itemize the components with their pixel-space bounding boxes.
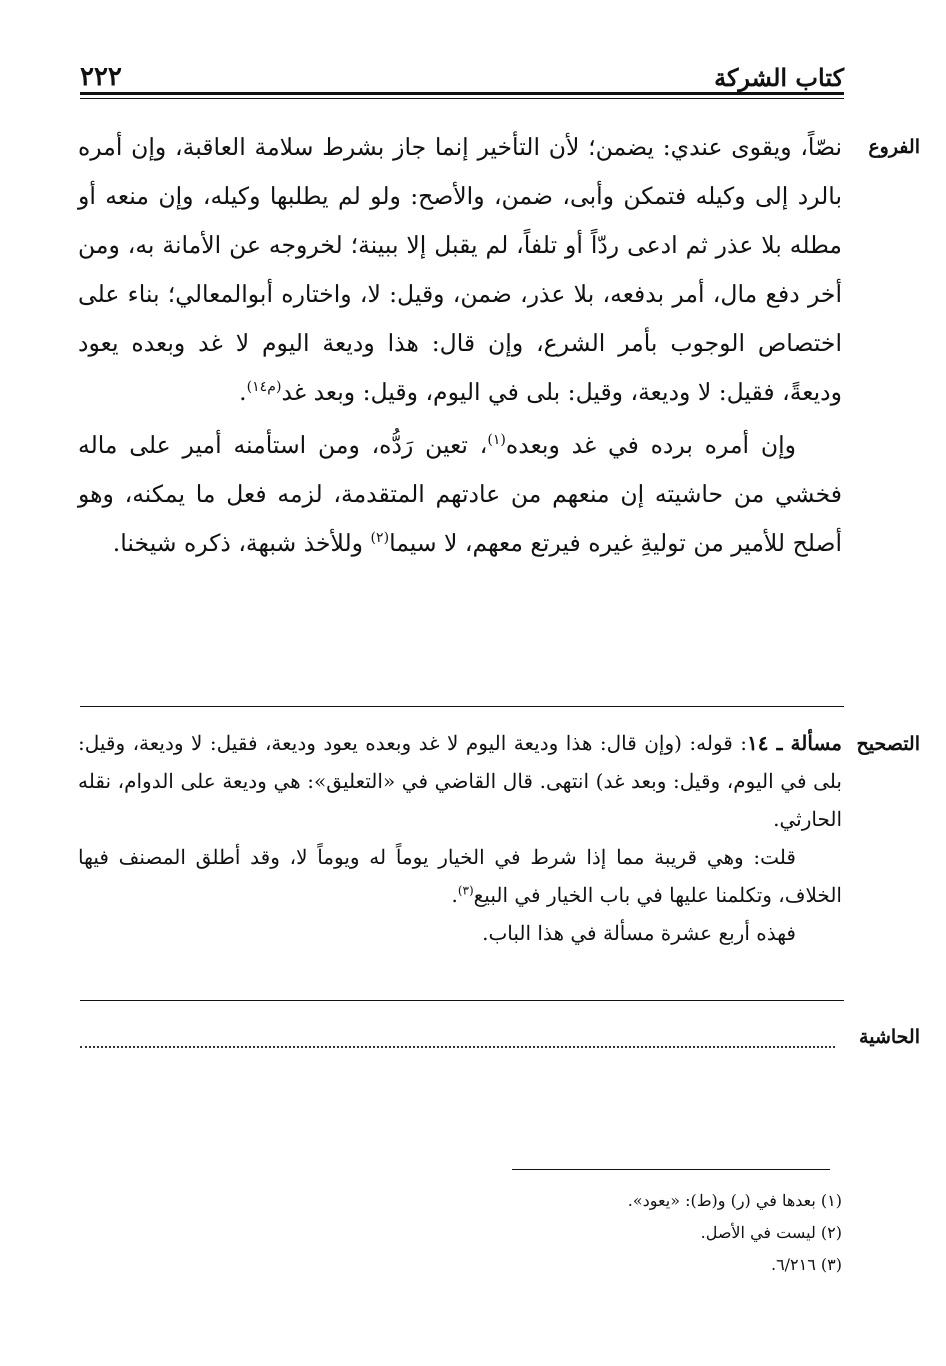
main-paragraph-2 xyxy=(78,421,842,568)
hashiya-dotted-line xyxy=(80,1046,835,1048)
main-paragraph-2-end: وللأخذ شبهة، ذكره شيخنا. xyxy=(112,529,371,557)
section-divider-1 xyxy=(80,706,844,707)
footnote-rule xyxy=(512,1169,830,1170)
tashih-note: قلت: وهي قريبة مما إذا شرط في الخيار يوماً له ويوماً لا، وقد أطلق المصنف فيها الخلاف، وتكلمنا عليها في باب الخيار في البيع$^{(٣)}$. xyxy=(78,845,842,907)
header-rule-thin xyxy=(80,98,844,99)
marker-m14: (م١٤) xyxy=(246,379,282,396)
footnote-2: (٢) ليست في الأصل. xyxy=(700,1223,842,1242)
main-text xyxy=(78,123,842,568)
tashih-text xyxy=(78,724,842,952)
footnote-3: (٣) ٦/٢١٦. xyxy=(770,1255,842,1274)
main-paragraph-1: نصّاً، ويقوى عندي: يضمن؛ لأن التأخير إنما جاز بشرط سلامة العاقبة، وإن أمره بالرد إلى وكيله فتمكن وأبى، ضمن، والأصح: ولو لم يطلبها وكيله، وإن منعه أو مطله بلا عذر ثم ادعى ردّاً أو تلفاً، لم يقبل إلا ببينة؛ لخروجه عن الأمانة به، ومن أخر دفع مال، أمر بدفعه، بلا عذر، ضمن، وقيل: لا، واختاره أبوالمعالي؛ بناء على اختصاص الوجوب بأمر الشرع، وإن قال: هذا وديعة اليوم لا غد وبعده يعود وديعةً، فقيل: لا وديعة، وقيل: بلى في اليوم، وقيل: وبعد غد$^{(م١٤)}$. xyxy=(78,133,842,406)
footnote-ref-2: (٢) xyxy=(370,530,390,547)
label-tashih: التصحيح xyxy=(856,733,920,755)
book-title: كتاب الشركة xyxy=(714,63,844,92)
tashih-issue xyxy=(78,724,842,838)
footnote-ref-1: (١) xyxy=(487,432,506,449)
issue-text: : قوله: (وإن قال: هذا وديعة اليوم لا غد وبعده يعود وديعة، فقيل: لا وديعة، وقيل: بلى في اليوم، وقيل: وبعد غد) انتهى. قال القاضي في «التعليق»: هي وديعة على الدوام، نقله الحارثي. xyxy=(78,731,842,831)
label-hashiya: الحاشية xyxy=(859,1026,920,1048)
running-header xyxy=(80,52,844,92)
section-divider-2 xyxy=(80,1000,844,1001)
tashih-note-text: قلت: وهي قريبة مما إذا شرط في الخيار يوماً له ويوماً لا، وقد أطلق المصنف فيها الخلاف، وتكلمنا عليها في باب الخيار في البيع xyxy=(78,845,842,907)
footnote-ref-3: (٣) xyxy=(457,883,474,898)
tashih-closing: فهذه أربع عشرة مسألة في هذا الباب. xyxy=(482,921,796,945)
page-number: ٢٢٢ xyxy=(80,62,122,92)
issue-title: مسألة ـ ١٤ xyxy=(747,731,842,755)
main-paragraph-1-text: نصّاً، ويقوى عندي: يضمن؛ لأن التأخير إنما جاز بشرط سلامة العاقبة، وإن أمره بالرد إلى وكيله فتمكن وأبى، ضمن، والأصح: ولو لم يطلبها وكيله، وإن منعه أو مطله بلا عذر ثم ادعى ردّاً أو تلفاً، لم يقبل إلا ببينة؛ لخروجه عن الأمانة به، ومن أخر دفع مال، أمر بدفعه، بلا عذر، ضمن، وقيل: لا، واختاره أبوالمعالي؛ بناء على اختصاص الوجوب بأمر الشرع، وإن قال: هذا وديعة اليوم لا غد وبعده يعود وديعةً، فقيل: لا وديعة، وقيل: بلى في اليوم، وقيل: وبعد غد xyxy=(78,133,842,406)
footnote-1: (١) بعدها في (ر) و(ط): «يعود». xyxy=(627,1191,842,1210)
main-paragraph-2-start: وإن أمره برده في غد وبعده xyxy=(505,431,797,459)
header-rule-thick xyxy=(80,92,844,95)
footnotes xyxy=(342,1185,842,1281)
label-furu: الفروع xyxy=(868,136,920,158)
main-paragraph-2-middle: ، تعين رَدُّه، ومن استأمنه أمير على ماله فخشي من حاشيته إن منعهم من عادتهم المتقدمة، لزمه فعل ما يمكنه، وهو أصلح للأمير من توليةِ غيره فيرتع معهم، لا سيما xyxy=(78,431,842,557)
